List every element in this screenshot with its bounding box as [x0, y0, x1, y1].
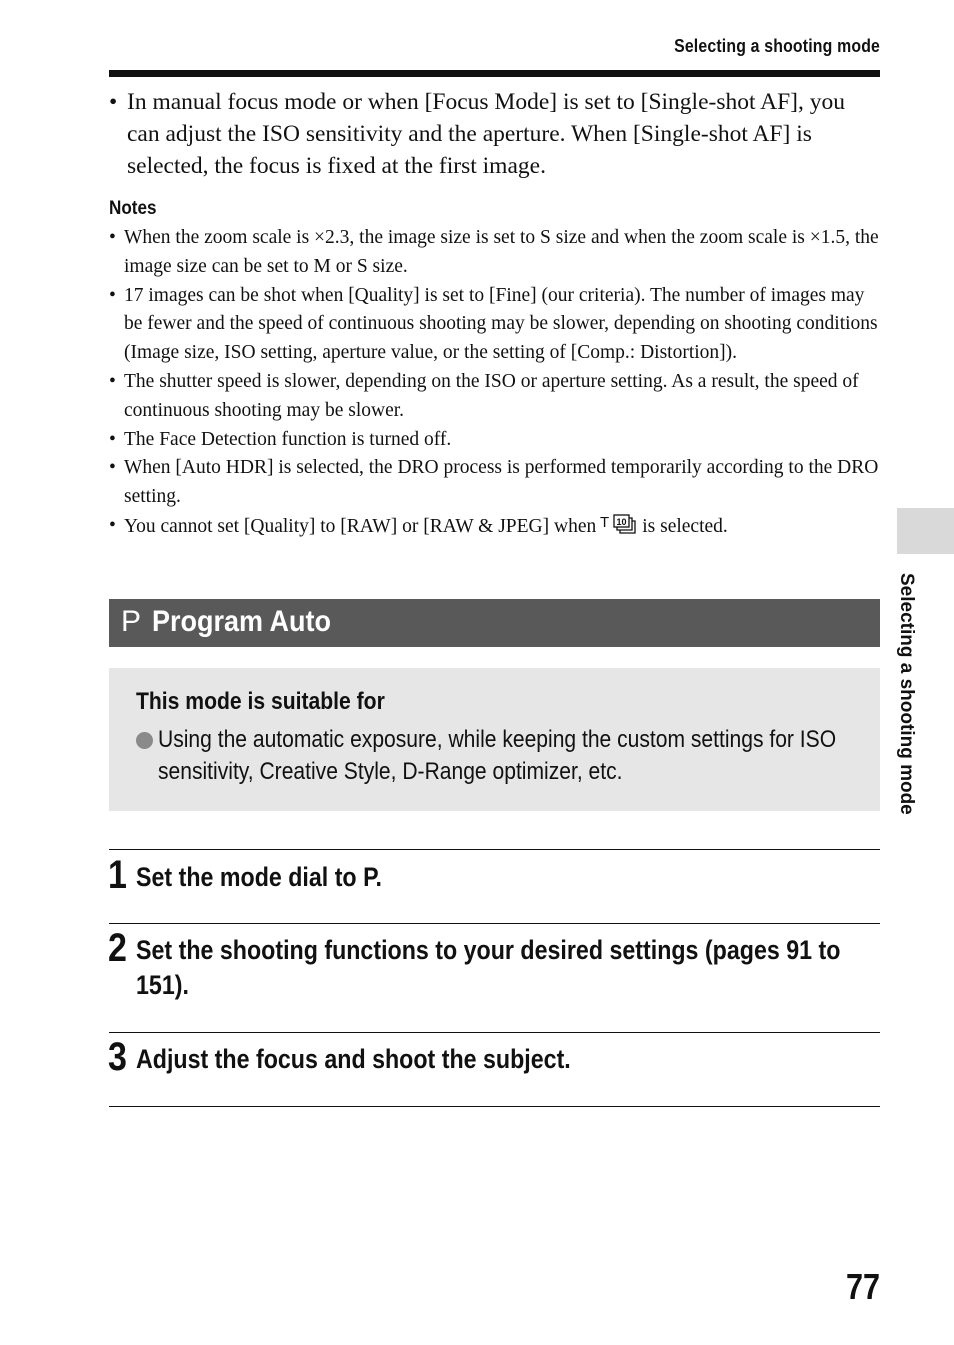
note-item — [109, 368, 880, 426]
tele-zoom-continuous-icon — [600, 512, 638, 544]
step-text-label: Set the shooting functions to your desired settings (pages 91 to 151). — [136, 935, 841, 1000]
bullet-icon: • — [109, 227, 116, 248]
side-tab-marker — [897, 508, 954, 554]
step-text — [136, 1042, 896, 1077]
svg-text:10: 10 — [616, 516, 627, 527]
header-title: Selecting a shooting mode — [674, 36, 880, 56]
header-rule — [109, 70, 880, 77]
note-item — [109, 282, 880, 368]
circle-bullet-icon — [136, 732, 153, 749]
notes-heading: Notes — [109, 198, 157, 219]
step-text-label: Adjust the focus and shoot the subject. — [136, 1044, 571, 1074]
notes-list — [109, 224, 880, 544]
suitable-heading: This mode is suitable for — [136, 688, 385, 715]
step-divider — [109, 923, 880, 924]
step-divider — [109, 1106, 880, 1107]
step-text — [136, 860, 896, 895]
note-item — [109, 426, 880, 455]
intro-text: In manual focus mode or when [Focus Mode] is set to [Single-shot AF], you can adjust the ISO sensitivity and the aperture. When [Single-shot AF] is selected, the focus is fixed at the first image. — [127, 89, 845, 179]
side-tab-label: Selecting a shooting mode — [896, 573, 917, 815]
section-header-program-auto — [109, 599, 880, 647]
bullet-icon: • — [109, 370, 116, 392]
note-text: When [Auto HDR] is selected, the DRO process is performed temporarily according to the DRO setting. — [124, 457, 879, 508]
bullet-icon: • — [109, 514, 116, 536]
step-number: 3 — [108, 1035, 127, 1079]
step-text — [136, 933, 896, 1003]
note-item — [109, 454, 880, 512]
note-text: 17 images can be shot when [Quality] is set to [Fine] (our criteria). The number of images may be fewer and the speed of continuous shooting may be slower, depending on shooting conditions (Image size, ISO setting, aperture value, or the setting of [Comp.: Distortion]). — [124, 284, 878, 364]
suitable-item — [136, 724, 876, 788]
note-item — [109, 512, 880, 544]
note-text: The Face Detection function is turned off. — [124, 428, 452, 450]
suitable-item-text: Using the automatic exposure, while keeping the custom settings for ISO sensitivity, Creative Style, D-Range optimizer, etc. — [158, 726, 837, 785]
note-item — [109, 224, 880, 282]
bullet-icon: • — [109, 457, 116, 479]
note-text: When the zoom scale is ×2.3, the image size is set to S size and when the zoom scale is ×1.5, the image size can be set to M or S size. — [124, 227, 879, 277]
suitable-for-box — [109, 668, 880, 811]
note-text-before-icon: You cannot set [Quality] to [RAW] or [RAW & JPEG] when — [124, 515, 597, 537]
step-divider — [109, 1032, 880, 1033]
program-mode-icon: P — [121, 605, 142, 638]
step-number: 2 — [108, 926, 127, 970]
section-title: Program Auto — [152, 605, 332, 638]
intro-paragraph — [109, 86, 880, 182]
note-text: The shutter speed is slower, depending on the ISO or aperture setting. As a result, the speed of continuous shooting may be slower. — [124, 370, 859, 421]
page-number: 77 — [845, 1266, 880, 1307]
bullet-icon: • — [109, 428, 116, 450]
note-text-after-icon: is selected. — [642, 515, 728, 537]
step-divider — [109, 849, 880, 850]
step-number: 1 — [108, 853, 127, 897]
bullet-icon: • — [109, 284, 116, 306]
svg-text:T: T — [600, 513, 610, 531]
intro-bullet: • — [109, 89, 118, 115]
step-text-label: Set the mode dial to P. — [136, 862, 383, 892]
